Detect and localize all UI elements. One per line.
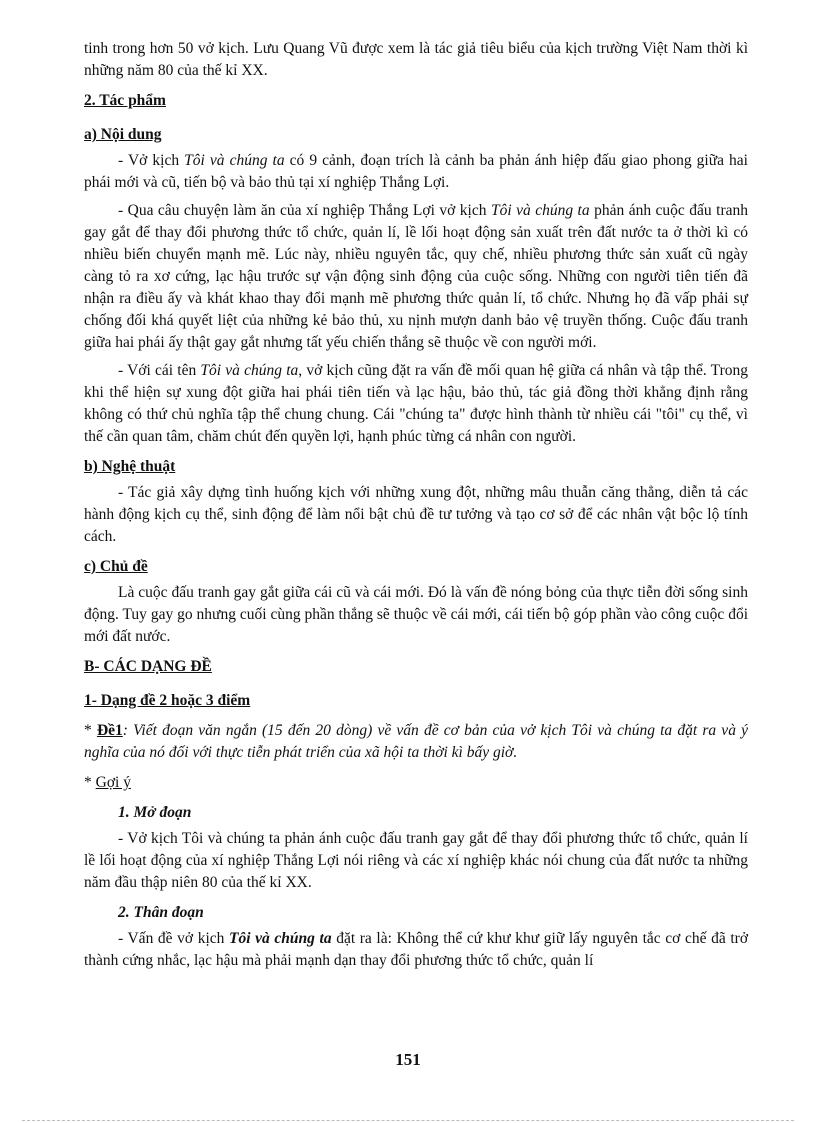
text-run: - Với cái tên [118,362,201,379]
text-run: có 9 cảnh, đoạn trích là cảnh ba phản ánh hiệp đấu giao phong giữa hai phái mới và cũ, tiến bộ và bảo thủ tại xí nghiệp Thắng Lợi. [84,152,748,191]
text-run: - Vấn đề vở kịch [118,930,230,947]
hint-heading [84,772,748,794]
text-run: phản ánh cuộc đấu tranh gay gắt để thay đổi phương thức tổ chức, quản lí, lề lối hoạt động sản xuất trên đất nước ta ở thời kì có nhiều biến chuyển mạnh mẽ. Lúc này, nhiều nguyên tắc, quy chế, nhiều phương thức sản xuất cũ ngày càng tỏ ra xơ cứng, lạc hậu trước sự vận động sinh động của cuộc sống. Những con người tiên tiến đã nhận ra điều ấy và khát khao thay đổi mạnh mẽ phương thức quản lí, tổ chức. Nhưng họ đã vấp phải sự chống đối khá quyết liệt của những kẻ bảo thủ, xu nịnh mượn danh bảo vệ truyền thống. Cuộc đấu tranh giữa hai phái ấy thật gay gắt nhưng tất yếu chiến thắng sẽ thuộc về con người mới. [84,202,748,351]
task-label: Đề1 [96,722,123,739]
task-text: : Viết đoạn văn ngắn (15 đến 20 dòng) về vấn đề cơ bản của vở kịch Tôi và chúng ta đặt ra và ý nghĩa của nó đối với thực tiễn phát triển của xã hội ta thời kì bấy giờ. [84,722,748,761]
theme-paragraph: Là cuộc đấu tranh gay gắt giữa cái cũ và cái mới. Đó là vấn đề nóng bỏng của thực tiễn đời sống sinh động. Tuy gay go nhưng cuối cùng phần thắng sẽ thuộc về cái mới, cái tiến bộ góp phần vào công cuộc đổi mới đất nước. [84,584,748,645]
hint-label: Gợi ý [95,774,131,791]
text-run: , vở kịch cũng đặt ra vấn đề mối quan hệ giữa cá nhân và tập thể. Trong khi thể hiện sự xung đột giữa hai phái tiên tiến và lạc hậu, bảo thủ, tác giả đồng thời khẳng định rằng không có thứ chủ nghĩa tập thể chung chung. Cái "chúng ta" được hình thành từ nhiều cái "tôi" cụ thể, vì thế cần quan tâm, chăm chút đến quyền lợi, hạnh phúc từng cá nhân con người. [84,362,748,445]
content-paragraph-3 [84,360,748,448]
body-heading: 2. Thân đoạn [118,904,204,921]
exercise-type-heading: 1- Dạng đề 2 hoặc 3 điểm [84,692,251,709]
play-title: Tôi và chúng ta [200,362,299,379]
bullet: * [84,722,97,739]
bullet: * [84,774,96,791]
page-number: 151 [395,1050,421,1069]
body-paragraph [84,928,748,972]
play-title: Tôi và chúng ta [490,202,590,219]
theme-heading: c) Chủ đề [84,558,148,575]
exercises-heading: B- CÁC DẠNG ĐỀ [84,658,212,675]
document-page [84,38,748,972]
text-run: đặt ra là: Không thể cứ khư khư giữ lấy nguyên tắc cơ chế đã trở thành cứng nhắc, lạc hậu mà phải mạnh dạn thay đổi phương thức tổ chức, quản lí [84,930,749,969]
opening-heading: 1. Mở đoạn [118,804,192,821]
art-paragraph: - Tác giả xây dựng tình huống kịch với những xung đột, những mâu thuẫn căng thẳng, diễn tả các hành động kịch cụ thể, sinh động để làm nổi bật chủ đề tư tưởng và tạo cơ sở để các nhân vật bộc lộ tính cách. [84,484,748,545]
art-heading: b) Nghệ thuật [84,458,176,475]
exercise-task [84,720,748,764]
works-heading: 2. Tác phẩm [84,92,166,109]
opening-paragraph: - Vở kịch Tôi và chúng ta phản ánh cuộc đấu tranh gay gắt để thay đổi phương thức tổ chức, quản lí lề lối hoạt động của xí nghiệp Thắng Lợi nói riêng và các xí nghiệp khác nói chung của đất nước ta những năm đầu thập niên 80 của thế kỉ XX. [84,830,748,891]
intro-paragraph: tinh trong hơn 50 vở kịch. Lưu Quang Vũ được xem là tác giả tiêu biểu của kịch trường Việt Nam thời kì những năm 80 của thế kỉ XX. [84,40,748,79]
content-paragraph-2 [84,200,748,354]
play-title: Tôi và chúng ta [229,930,332,947]
play-title: Tôi và chúng ta [184,152,285,169]
text-run: - Qua câu chuyện làm ăn của xí nghiệp Thắng Lợi vở kịch [118,202,491,219]
content-paragraph-1 [84,150,748,194]
page-divider [22,1120,794,1121]
text-run: - Vở kịch [118,152,185,169]
content-heading: a) Nội dung [84,126,162,143]
